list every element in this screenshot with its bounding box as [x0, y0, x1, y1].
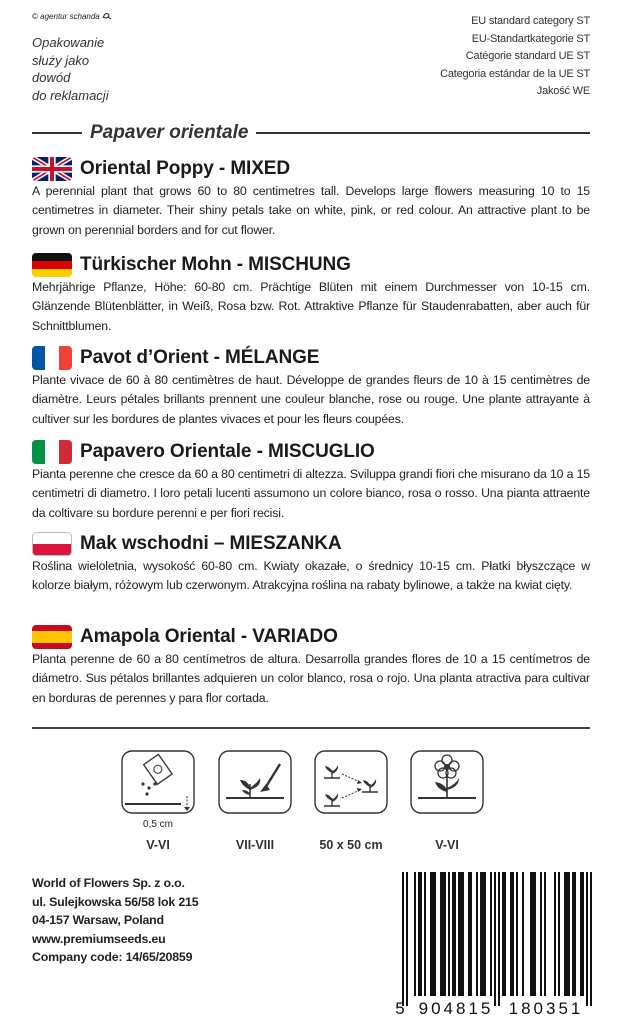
barcode-bar [442, 872, 444, 996]
barcode-bar [534, 872, 536, 996]
barcode-bar [418, 872, 420, 996]
sowing-depth-label: 0,5 cm [142, 819, 174, 830]
barcode-bar [448, 872, 450, 996]
language-title: Pavot d’Orient - MÉLANGE [80, 347, 320, 368]
language-description: Mehrjährige Pflanze, Höhe: 60-80 cm. Prächtige Blüten mit einem Durchmesser von 10-15 cm. Glänzende Blütenblätter, in Weiß, Rosa bzw. Rot. Attraktive Pflanze für Staudenrabatten, aber auch für Schnittblumen. [32, 280, 590, 333]
barcode-bar [590, 872, 592, 1006]
barcode-bar [502, 872, 504, 996]
barcode-bar [434, 872, 436, 996]
barcode-bar [430, 872, 432, 996]
language-block-es [32, 625, 590, 708]
barcode-bar [568, 872, 570, 996]
barcode-bar [540, 872, 542, 996]
barcode-first-digit: 5 [395, 999, 405, 1018]
barcode-bar [476, 872, 478, 996]
language-title: Mak wschodni – MIESZANKA [80, 533, 342, 554]
eu-category-list [440, 13, 590, 101]
barcode-bar [522, 872, 524, 996]
barcode-bar [440, 872, 442, 996]
barcode-bar [458, 872, 460, 996]
barcode-bar [512, 872, 514, 996]
complaint-disclaimer [32, 34, 109, 104]
copyright-notice [32, 12, 112, 21]
language-block-it [32, 440, 590, 523]
language-description: Planta perenne de 60 a 80 centímetros de altura. Desarrolla grandes flores de 10 a 15 centímetros de diámetro. Sus pétalos brillantes adquieren un color blanco, rosa o rojo. Una planta atractiva para cultivar en borduras de perennes y para flor cortada. [32, 652, 590, 705]
copyright-symbol: © [32, 12, 38, 21]
barcode-bar [494, 872, 496, 1006]
heading-rule-right [256, 132, 590, 134]
species-heading [32, 122, 590, 144]
company-address [32, 874, 198, 967]
barcode-bar [480, 872, 482, 996]
barcode-bar [580, 872, 582, 996]
company-website: www.premiumseeds.eu [32, 931, 166, 946]
barcode-bar [574, 872, 576, 996]
language-block-pl [32, 532, 590, 596]
barcode-bar [454, 872, 456, 996]
barcode-bar [406, 872, 408, 1006]
company-code: Company code: 14/65/20859 [32, 950, 193, 965]
language-title: Amapola Oriental - VARIADO [80, 626, 338, 647]
barcode-bar [544, 872, 546, 996]
barcode-bar [582, 872, 584, 996]
language-block-en [32, 157, 590, 240]
ean-barcode [394, 872, 598, 1018]
spain-flag-icon [32, 625, 72, 649]
flowering-icon [410, 750, 484, 814]
disclaimer-line: do reklamacji [32, 87, 109, 103]
category-line: Categoria estándar de la UE ST [440, 67, 590, 80]
copyright-text: agentur schanda [40, 12, 100, 21]
company-city: 04-157 Warsaw, Poland [32, 913, 164, 928]
barcode-bar [462, 872, 464, 996]
barcode-bar [470, 872, 472, 996]
barcode-bar [564, 872, 566, 996]
barcode-bar [530, 872, 532, 996]
barcode-bar [468, 872, 470, 996]
spacing-icon [314, 750, 388, 814]
barcode-bar [490, 872, 492, 996]
barcode-bar [482, 872, 484, 996]
language-description: A perennial plant that grows 60 to 80 centimetres tall. Develops large flowers measuring 10 to 15 centimetres in diameter. Their shiny petals take on white, pink, or red colour. An attractive plant to be grown on perennial borders and for cut flower. [32, 184, 590, 237]
planting-out-icon [218, 750, 292, 814]
barcode-bar [554, 872, 556, 996]
barcode-bar [572, 872, 574, 996]
barcode-bar [558, 872, 560, 996]
category-line: EU standard category ST [471, 15, 590, 27]
disclaimer-line: Opakowanie [32, 35, 105, 50]
agency-logo-icon [102, 12, 112, 20]
barcode-bar [516, 872, 518, 996]
barcode-bar [432, 872, 434, 996]
barcode-bar [460, 872, 462, 996]
poland-flag-icon [32, 532, 72, 556]
barcode-left-digits: 904815 [418, 999, 494, 1018]
france-flag-icon [32, 346, 72, 370]
section-divider [32, 727, 590, 729]
barcode-bar [424, 872, 426, 996]
language-title: Türkischer Mohn - MISCHUNG [80, 254, 351, 275]
barcode-bar [444, 872, 446, 996]
category-line: Jakość WE [536, 85, 590, 98]
barcode-bar [510, 872, 512, 996]
barcode-bar [504, 872, 506, 996]
language-title: Oriental Poppy - MIXED [80, 158, 290, 179]
sowing-period-label: V-VI [146, 838, 170, 852]
language-description: Pianta perenne che cresce da 60 a 80 centimetri di altezza. Sviluppa grandi fiori che misurano da 10 a 15 centimetri di diametro. I loro petali lucenti assumono un colore bianco, rosa o rosso. Una pianta attraente da coltivare su bordure perenni e per fiori recisi. [32, 467, 590, 520]
company-street: ul. Sulejkowska 56/58 lok 215 [32, 894, 199, 909]
disclaimer-line: dowód [32, 70, 71, 85]
germany-flag-icon [32, 253, 72, 277]
language-description: Roślina wieloletnia, wysokość 60-80 cm. Kwiaty okazałe, o średnicy 10-15 cm. Płatki błyszczące w kolorze białym, różowym lub czerwonym. Atrakcyjna roślina na rabaty bylinowe, a także na kwiat cięty. [32, 559, 590, 593]
barcode-bar [532, 872, 534, 996]
barcode-bar [566, 872, 568, 996]
barcode-bar [484, 872, 486, 996]
planting-period-label: VII-VIII [235, 838, 275, 852]
company-name: World of Flowers Sp. z o.o. [32, 876, 185, 890]
language-description: Plante vivace de 60 à 80 centimètres de haut. Développe de grandes fleurs de 10 à 15 centimètres de diamètre. Leurs pétales brillants prennent une couleur blanche, rose ou rouge. Une plante attrayante à cultiver sur les bordures de plantes vivaces et pour les fleurs coupées. [32, 373, 590, 426]
language-block-de [32, 253, 590, 336]
barcode-bar [420, 872, 422, 996]
italy-flag-icon [32, 440, 72, 464]
barcode-bar [586, 872, 588, 1006]
barcode-right-digits: 180351 [508, 999, 584, 1018]
spacing-label: 50 x 50 cm [319, 838, 383, 852]
latin-name: Papaver orientale [90, 122, 249, 143]
barcode-bar [498, 872, 500, 1006]
barcode-bar [452, 872, 454, 996]
language-block-fr [32, 346, 590, 429]
flowering-period-label: V-VI [435, 838, 459, 852]
barcode-bar [414, 872, 416, 996]
uk-flag-icon [32, 157, 72, 181]
heading-rule-left [32, 132, 82, 134]
sowing-icon [121, 750, 195, 830]
barcode-bar [402, 872, 404, 1006]
language-title: Papavero Orientale - MISCUGLIO [80, 441, 375, 462]
category-line: Catégorie standard UE ST [465, 50, 590, 63]
disclaimer-line: służy jako [32, 52, 90, 68]
category-line: EU-Standartkategorie ST [471, 32, 590, 45]
